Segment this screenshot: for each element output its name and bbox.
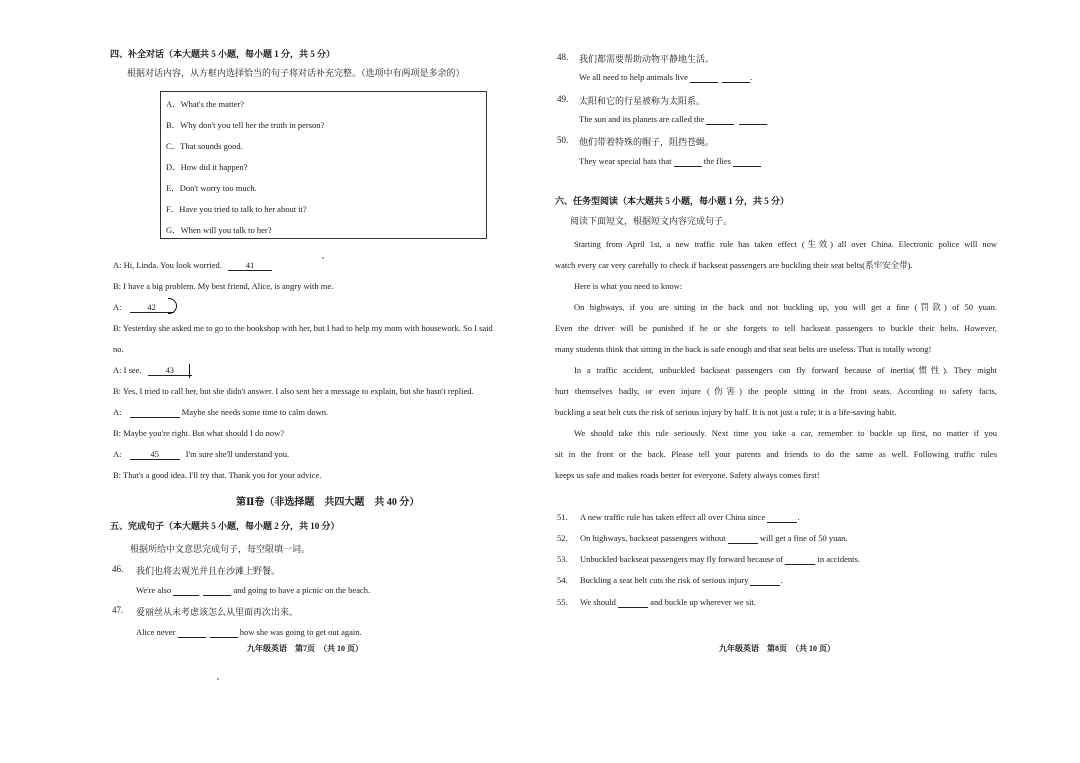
answer-blank-44[interactable]	[130, 407, 180, 418]
sentence-text: in accidents.	[817, 554, 860, 564]
dialogue-speaker: A:	[113, 449, 122, 459]
sentence-text: .	[780, 575, 783, 585]
dialogue-line-4-cont: no.	[113, 344, 124, 354]
q48-chinese: 我们都需要帮助动物平静地生活。	[579, 54, 715, 64]
answer-blank-45[interactable]: 45	[130, 449, 180, 460]
passage-line: In a traffic accident, unbuckled backseat passengers can fly forward because of inertia(惯性). They might	[574, 365, 997, 375]
dialogue-line-3	[113, 302, 174, 313]
sentence-text: We all need to help animals live	[579, 72, 688, 82]
q51-sentence	[580, 512, 799, 523]
q50-blank-1[interactable]	[674, 156, 702, 167]
dialogue-speaker: A:	[113, 407, 122, 417]
q47-blank-2[interactable]	[210, 627, 238, 638]
answer-blank-43[interactable]: 43	[148, 365, 192, 376]
sentence-text: Unbuckled backseat passengers may fly forward because of	[580, 554, 784, 564]
section-5-instructions: 根据所给中文意思完成句子，每空限填一词。	[130, 544, 311, 554]
sentence-text: and going to have a picnic on the beach.	[233, 585, 371, 595]
section-6-instructions: 阅读下面短文，根据短文内容完成句子。	[570, 216, 733, 226]
dialogue-line-9	[113, 449, 289, 460]
sentence-text: We're also	[136, 585, 172, 595]
passage-line: We should take this rule seriously. Next time you take a car, remember to buckle up first, no matter if you	[574, 428, 997, 438]
passage-line: many students think that sitting in the back is safe enough and that seat belts are useless. That is totally wrong!	[555, 344, 932, 354]
q49-blank-1[interactable]	[706, 114, 734, 125]
option-e: E．Don't worry too much.	[166, 183, 257, 193]
passage-line: Even the driver will be punished if he or she forgets to tell backseat passengers to buckle their belts. However,	[555, 323, 997, 333]
sentence-text: On highways, backseat passengers without	[580, 533, 726, 543]
q54-blank[interactable]	[750, 575, 783, 586]
q54-sentence	[580, 575, 783, 586]
option-a: A．What's the matter?	[166, 99, 245, 109]
q46-chinese: 我们也将去观光并且在沙滩上野餐。	[136, 566, 281, 576]
dialogue-line-1	[113, 260, 272, 271]
q51-blank[interactable]	[767, 512, 800, 523]
section-4-instructions: 根据对话内容，从方框内选择恰当的句子将对话补充完整。（选项中有两项是多余的）	[127, 68, 465, 78]
sentence-text: the flies	[703, 156, 731, 166]
option-d: D．How did it happen?	[166, 162, 248, 172]
q47-blank-1[interactable]	[178, 627, 206, 638]
scan-speck	[322, 257, 324, 259]
q50-number: 50.	[557, 135, 569, 145]
passage-line: buckling a seat belt cuts the risk of serious injury by half. It is not just a rule; it is a life-saving habit.	[555, 407, 897, 417]
q52-sentence	[580, 533, 847, 544]
q47-english	[136, 627, 362, 638]
passage-line: sit in the front or the back. Please tell your parents and friends to do the same as well. Following traffic rules	[555, 449, 997, 459]
q48-blank-1[interactable]	[690, 72, 718, 83]
option-b: B．Why don't you tell her the truth in person?	[166, 120, 325, 130]
dialogue-line-8: B: Maybe you're right. But what should I do now?	[113, 428, 285, 438]
option-c: C．That sounds good.	[166, 141, 243, 151]
q50-blank-2[interactable]	[733, 156, 761, 167]
sentence-text: We should	[580, 597, 616, 607]
dialogue-text: A: Hi, Linda. You look worried.	[113, 260, 222, 270]
section-6-title: 六、任务型阅读（本大题共 5 小题，每小题 1 分，共 5 分）	[555, 196, 790, 206]
left-page-footer: 九年级英语 第7页 （共 10 页）	[247, 644, 363, 653]
q49-chinese: 太阳和它的行星被称为太阳系。	[579, 96, 706, 106]
dialogue-line-7	[113, 407, 328, 418]
dialogue-text: A: I see.	[113, 365, 142, 375]
right-page-footer: 九年级英语 第8页 （共 10 页）	[719, 644, 835, 653]
q46-blank-2[interactable]	[203, 585, 231, 596]
pen-mark	[189, 364, 190, 378]
passage-line: On highways, if you are sitting in the back and not buckling up, you will get a fine (罚款) of 50 yuan.	[574, 302, 997, 312]
q55-blank[interactable]	[618, 597, 648, 608]
q52-number: 52.	[557, 533, 568, 543]
passage-line: Here is what you need to know:	[574, 281, 683, 291]
dialogue-speaker: A:	[113, 302, 122, 312]
q46-blank-1[interactable]	[173, 585, 199, 596]
q47-number: 47.	[112, 605, 124, 615]
q49-english	[579, 114, 767, 125]
dialogue-line-6: B: Yes, I tried to call her, but she didn't answer. I also sent her a message to explain, but she hasn't replied.	[113, 386, 474, 396]
answer-blank-41[interactable]: 41	[228, 260, 272, 271]
passage-line: keeps us safe and makes roads better for everyone. Safety always comes first!	[555, 470, 820, 480]
q48-number: 48.	[557, 52, 569, 62]
right-page	[545, 0, 1080, 763]
sentence-text: Alice never	[136, 627, 176, 637]
q53-sentence	[580, 554, 860, 565]
q53-blank[interactable]	[785, 554, 815, 565]
passage-line: Starting from April 1st, a new traffic rule has taken effect (生效) all over China. Electronic police will now	[574, 239, 997, 249]
sentence-text: .	[797, 512, 800, 522]
answer-blank-42[interactable]: 42	[130, 302, 174, 313]
dialogue-text: I'm sure she'll understand you.	[185, 449, 290, 459]
reading-passage	[555, 234, 1016, 486]
q51-number: 51.	[557, 512, 568, 522]
q50-english	[579, 156, 761, 167]
dialogue-line-10: B: That's a good idea. I'll try that. Thank you for your advice.	[113, 470, 322, 480]
sentence-text: how she was going to get out again.	[239, 627, 362, 637]
pen-mark	[168, 298, 177, 314]
q47-chinese: 爱丽丝从未考虑该怎么从里面再次出来。	[136, 607, 299, 617]
passage-line: hurt themselves badly, or even injure (伤害) the people sitting in the front seats. According to safety facts,	[555, 386, 997, 396]
option-f: F．Have you tried to talk to her about it?	[166, 204, 307, 214]
sentence-text: The sun and its planets are called the	[579, 114, 705, 124]
sentence-text: They wear special hats that	[579, 156, 672, 166]
q52-blank[interactable]	[728, 533, 758, 544]
q55-sentence	[580, 597, 756, 608]
q54-number: 54.	[557, 575, 568, 585]
q48-english: We all need to help animals live .	[579, 72, 753, 82]
q46-english	[136, 585, 370, 596]
q48-blank-2[interactable]	[722, 72, 750, 83]
q46-number: 46.	[112, 564, 124, 574]
q50-chinese: 他们带着特殊的帽子，阻挡苍蝇。	[579, 137, 715, 147]
sentence-text: will get a fine of 50 yuan.	[759, 533, 848, 543]
scan-speck	[217, 678, 219, 680]
option-g: G．When will you talk to her?	[166, 225, 272, 235]
dialogue-line-2: B: I have a big problem. My best friend, Alice, is angry with me.	[113, 281, 334, 291]
q55-number: 55.	[557, 597, 568, 607]
dialogue-line-5	[113, 365, 192, 376]
q53-number: 53.	[557, 554, 568, 564]
sentence-text: and buckle up wherever we sit.	[650, 597, 756, 607]
part-2-title: 第Ⅱ卷（非选择题 共四大题 共 40 分）	[236, 497, 420, 508]
q49-number: 49.	[557, 94, 569, 104]
sentence-text: A new traffic rule has taken effect all over China since	[580, 512, 766, 522]
q49-blank-2[interactable]	[739, 114, 767, 125]
options-box	[160, 91, 487, 239]
sentence-text: Buckling a seat belt cuts the risk of serious injury	[580, 575, 749, 585]
section-4-title: 四、补全对话（本大题共 5 小题，每小题 1 分，共 5 分）	[110, 49, 336, 59]
passage-line: watch every car very carefully to check if backseat passengers are buckling their seat belts(系牢安全带).	[555, 260, 913, 270]
section-5-title: 五、完成句子（本大题共 5 小题，每小题 2 分，共 10 分）	[110, 521, 340, 531]
dialogue-text: Maybe she needs some time to calm down.	[181, 407, 329, 417]
dialogue-line-4: B: Yesterday she asked me to go to the bookshop with her, but I had to help my mom with housework. So I said	[113, 323, 493, 333]
